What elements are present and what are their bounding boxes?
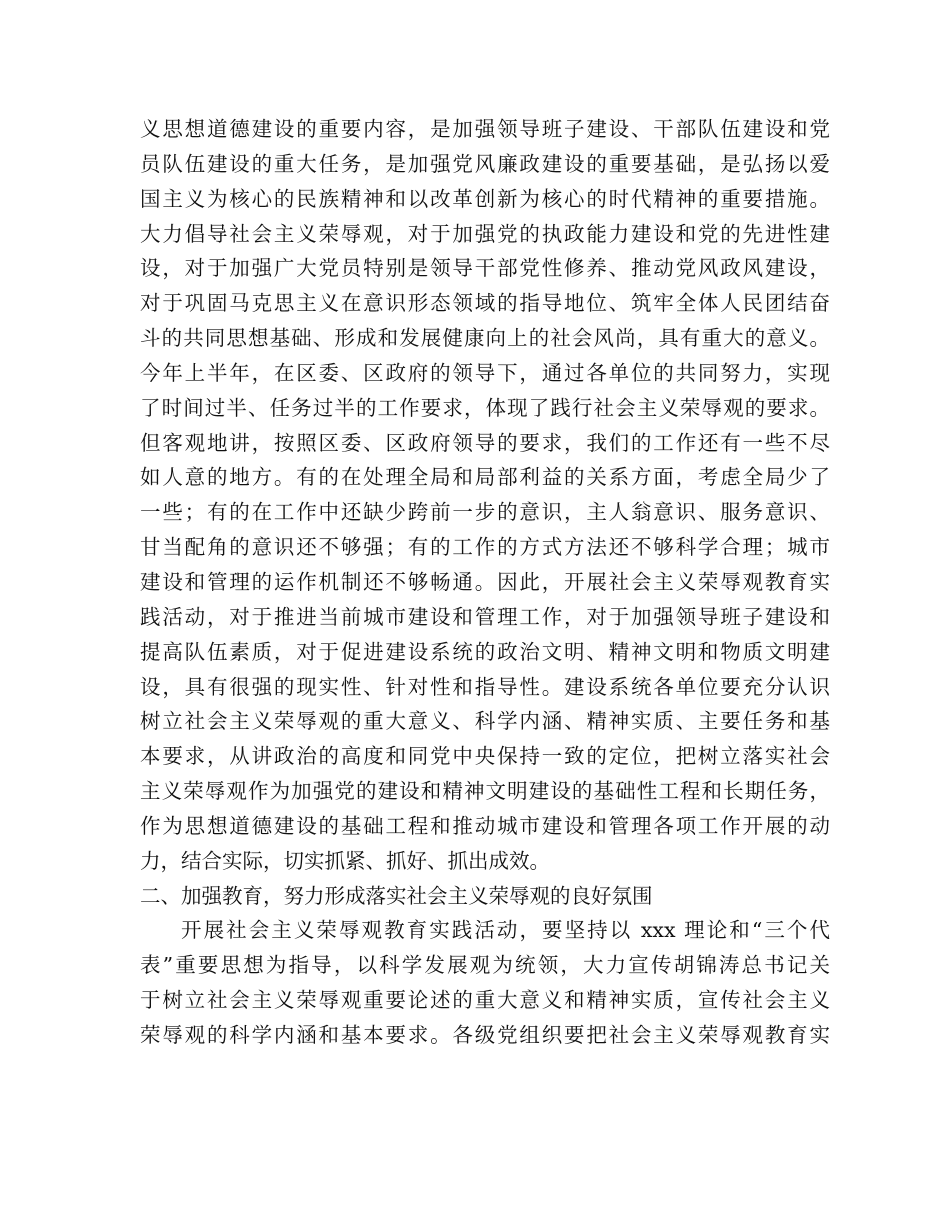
text-line: 设，对于加强广大党员特别是领导干部党性修养、推动党风政风建设， (140, 256, 830, 281)
section-heading-2 (140, 879, 830, 914)
text-line: 践活动，对于推进当前城市建设和管理工作，对于加强领导班子建设和 (140, 604, 830, 629)
text-line: 甘当配角的意识还不够强；有的工作的方式方法还不够科学合理；城市 (140, 535, 830, 560)
text-line: 今年上半年，在区委、区政府的领导下，通过各单位的共同努力，实现 (140, 360, 830, 385)
text-line: 表”重要思想为指导，以科学发展观为统领，大力宣传胡锦涛总书记关 (140, 953, 830, 978)
text-line: 大力倡导社会主义荣辱观，对于加强党的执政能力建设和党的先进性建 (140, 221, 830, 246)
text-line: 主义荣辱观作为加强党的建设和精神文明建设的基础性工程和长期任务， (140, 779, 830, 804)
text-line: 员队伍建设的重大任务，是加强党风廉政建设的重要基础，是弘扬以爱 (140, 151, 830, 176)
paragraph-education (140, 913, 830, 1052)
paragraph-significance (140, 112, 830, 879)
text-line: 对于巩固马克思主义在意识形态领域的指导地位、筑牢全体人民团结奋 (140, 291, 830, 316)
text-line: 二、加强教育，努力形成落实社会主义荣辱观的良好氛围 (140, 883, 653, 908)
text-line: 于树立社会主义荣辱观重要论述的重大意义和精神实质，宣传社会主义 (140, 988, 830, 1013)
text-line: 树立社会主义荣辱观的重大意义、科学内涵、精神实质、主要任务和基 (140, 709, 830, 734)
text-line: 斗的共同思想基础、形成和发展健康向上的社会风尚，具有重大的意义。 (140, 326, 830, 351)
text-line: 如人意的地方。有的在处理全局和局部利益的关系方面，考虑全局少了 (140, 465, 830, 490)
text-line: 荣辱观的科学内涵和基本要求。各级党组织要把社会主义荣辱观教育实 (140, 1022, 830, 1047)
document-body (140, 112, 830, 1053)
text-line: 开展社会主义荣辱观教育实践活动，要坚持以 xxx 理论和“三个代 (181, 918, 830, 943)
text-line: 了时间过半、任务过半的工作要求，体现了践行社会主义荣辱观的要求。 (140, 395, 830, 420)
text-line: 建设和管理的运作机制还不够畅通。因此，开展社会主义荣辱观教育实 (140, 569, 830, 594)
text-line: 提高队伍素质，对于促进建设系统的政治文明、精神文明和物质文明建 (140, 639, 830, 664)
text-line: 力，结合实际，切实抓紧、抓好、抓出成效。 (140, 848, 550, 873)
text-line: 一些；有的在工作中还缺少跨前一步的意识，主人翁意识、服务意识、 (140, 500, 830, 525)
text-line: 国主义为核心的民族精神和以改革创新为核心的时代精神的重要措施。 (140, 186, 830, 211)
text-line: 义思想道德建设的重要内容，是加强领导班子建设、干部队伍建设和党 (140, 117, 830, 141)
text-line: 设，具有很强的现实性、针对性和指导性。建设系统各单位要充分认识 (140, 674, 830, 699)
text-line: 但客观地讲，按照区委、区政府领导的要求，我们的工作还有一些不尽 (140, 430, 830, 455)
text-line: 本要求，从讲政治的高度和同党中央保持一致的定位，把树立落实社会 (140, 744, 830, 769)
text-line: 作为思想道德建设的基础工程和推动城市建设和管理各项工作开展的动 (140, 813, 830, 838)
